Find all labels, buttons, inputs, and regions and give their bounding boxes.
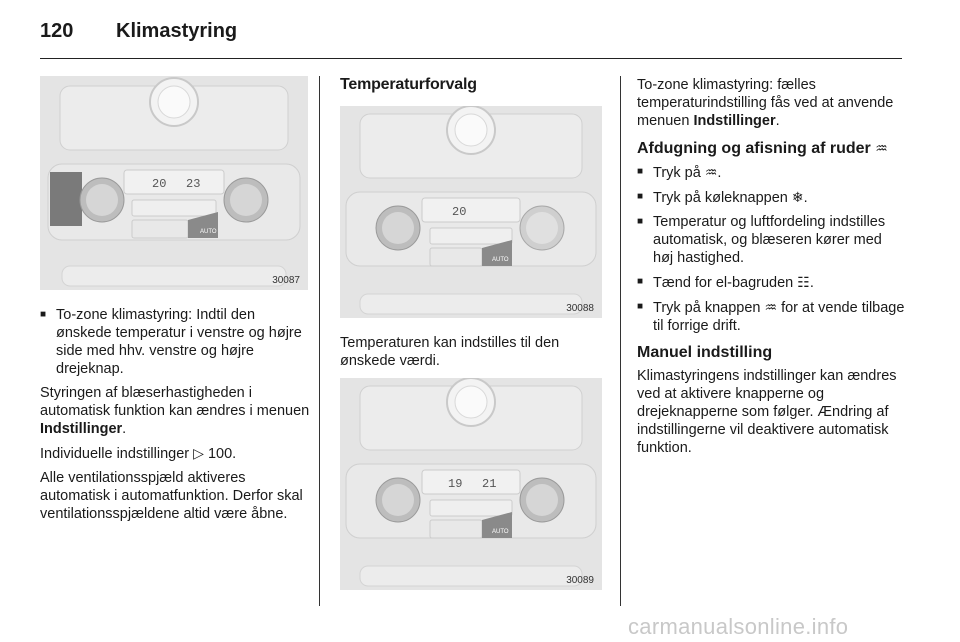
menu-term: Indstillinger: [693, 113, 776, 129]
section-heading: Afdugning og afisning af ruder ♒: [637, 140, 888, 157]
menu-term: Indstillinger: [40, 421, 123, 437]
column-2-text: [340, 334, 602, 376]
climate-panel-figure-2: [340, 106, 602, 318]
triangle-ref-icon: ▷: [193, 445, 204, 461]
bullet-item: ■ Temperatur og luftfordeling indstilles automatisk, og blæseren kører med høj hastighed.: [637, 213, 905, 267]
climate-panel-figure-1: [40, 76, 308, 290]
bullet-item: ■ Tænd for el-bagruden ☷.: [637, 273, 905, 292]
climate-panel-figure-3: [340, 378, 602, 590]
page-header: [40, 14, 900, 54]
chapter-title: Klimastyring: [116, 20, 238, 42]
column-1: [40, 306, 310, 529]
paragraph: To-zone klimastyring: fælles temperaturindstilling fås ved at anvende menuen Indstillinger.: [637, 77, 894, 129]
panel-auto-label: AUTO: [492, 529, 509, 535]
paragraph: Temperaturen kan indstilles til den ønskede værdi.: [340, 335, 560, 369]
bullet-item: ■ Tryk på ♒.: [637, 163, 905, 182]
figure-id: 30088: [566, 303, 594, 314]
climate-panel-illustration: [40, 76, 308, 290]
snowflake-icon: ❄: [791, 189, 804, 205]
section-heading: Temperaturforvalg: [340, 76, 477, 93]
panel-auto-label: AUTO: [492, 257, 509, 263]
defrost-steps: [637, 163, 905, 335]
figure-id: 30087: [272, 275, 300, 286]
header-rule: [40, 58, 902, 59]
paragraph: Styringen af blæserhastigheden i automatisk funktion kan ændres i menuen Indstillinger.: [40, 385, 310, 437]
section-heading: Manuel indstilling: [637, 344, 773, 361]
windscreen-defrost-icon: ♒: [875, 140, 888, 156]
watermark: carmanualsonline.info: [628, 614, 849, 639]
column-3: [637, 76, 905, 463]
windscreen-defrost-icon: ♒: [764, 299, 778, 315]
paragraph: Klimastyringens indstillinger kan ændres ved at aktivere knapperne og drejeknapperne som følger. Ændring af indstillingerne vil deaktivere automatisk funktion.: [637, 368, 897, 456]
bullet-item: ■ Tryk på køleknappen ❄.: [637, 188, 905, 207]
climate-panel-illustration: [340, 106, 602, 318]
column-divider: [319, 76, 320, 606]
column-divider: [620, 76, 621, 606]
windscreen-defrost-icon: ♒: [704, 164, 718, 180]
display-left-temp: 19: [448, 477, 463, 491]
paragraph: Individuelle indstillinger ▷ 100.: [40, 445, 237, 462]
figure-id: 30089: [566, 575, 594, 586]
bullet-item: ■ Tryk på knappen ♒ for at vende tilbage til forrige drift.: [637, 298, 905, 335]
display-left-temp: 20: [452, 205, 467, 219]
display-right-temp: 21: [482, 477, 497, 491]
display-left-temp: 20: [152, 177, 167, 191]
paragraph: Alle ventilationsspjæld aktiveres automatisk i automatfunktion. Derfor skal ventilationsspjældene altid være åbne.: [40, 470, 303, 522]
page-number: 120: [40, 20, 74, 42]
display-right-temp: 23: [186, 177, 201, 191]
rear-window-heat-icon: ☷: [797, 274, 810, 290]
panel-auto-label: AUTO: [200, 229, 217, 235]
climate-panel-illustration: [340, 378, 602, 590]
bullet-item: ■ To-zone klimastyring: Indtil den ønskede temperatur i venstre og højre side med hhv. venstre og højre drejeknap.: [40, 306, 310, 378]
